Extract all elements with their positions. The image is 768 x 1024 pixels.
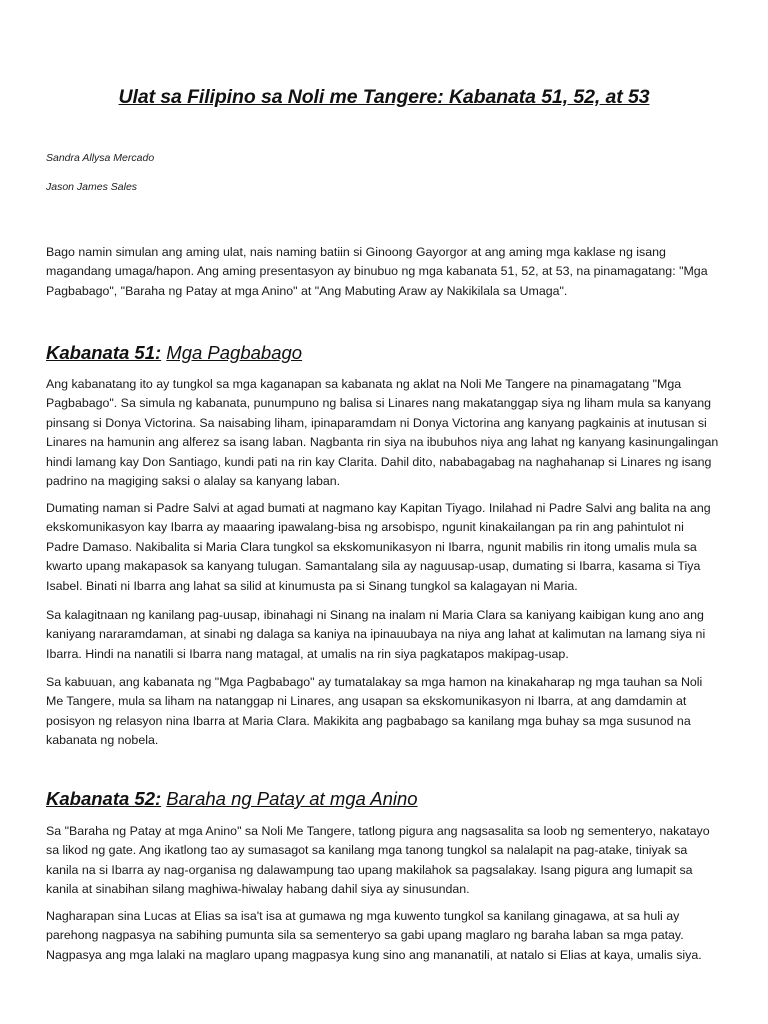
text-line: Ang kabanatang ito ay tungkol sa mga kaganapan sa kabanata ng aklat na Noli Me Tangere na pinamagatang "Mga [46,377,682,391]
paragraph [46,375,732,491]
text-line: Dumating naman si Padre Salvi at agad bumati at nagmano kay Kapitan Tiyago. Inilahad ni Padre Salvi ang balita na ang [46,501,711,515]
text-line: Sa kabuuan, ang kabanata ng "Mga Pagbabago" ay tumatalakay sa mga hamon na kinakaharap ng mga tauhan sa Noli [46,675,703,689]
text-line: Sa "Baraha ng Patay at mga Anino" sa Noli Me Tangere, tatlong pigura ang nagsasalita sa loob ng sementeryo, nakatayo [46,824,710,838]
text-line: magandang umaga/hapon. Ang aming presentasyon ay binubuo ng mga kabanata 51, 52, at 53, na pinamagatang: "Mga [46,264,708,279]
text-line: Nagharapan sina Lucas at Elias sa isa't isa at gumawa ng mga kuwento tungkol sa kanilang ginagawa, at sa huli ay [46,909,680,923]
author-name: Jason James Sales [46,181,138,193]
text-line: parehong nagpasya na sabihing pumunta sila sa sementeryo sa gabi upang maglaro ng baraha laban sa mga patay. [46,928,684,943]
intro-paragraph [46,243,732,301]
text-line: Ibarra. Hindi na nanatili si Ibarra nang matagal, at umalis na rin siya pagkatapos makipag-usap. [46,646,569,661]
text-line: Padre Damaso. Nakibalita si Maria Clara tungkol sa ekskomunikasyon ni Ibarra, ngunit mabilis rin itong umalis mula sa [46,539,697,554]
paragraph [46,499,732,596]
section-number: Kabanata 51: [46,342,162,363]
section-heading-kabanata-51 [46,342,302,364]
document-title: Ulat sa Filipino sa Noli me Tangere: Kabanata 51, 52, at 53 [118,86,650,108]
paragraph [46,606,732,664]
text-line: kanila at sinabihan silang maghiwa-hiwalay habang dahil siya ay sinusundan. [46,882,470,897]
text-line: kabanata ng nobela. [46,733,159,748]
author-name: Sandra Allysa Mercado [46,152,155,164]
section-number: Kabanata 52: [46,788,162,809]
paragraph [46,907,732,965]
text-line: pinsang si Donya Victorina. Sa naisabing liham, ipinaparamdam ni Donya Victorina ang kanyang pagkainis at inutusan si [46,415,707,430]
section-subtitle: Mga Pagbabago [166,342,303,363]
text-line: posisyon ng relasyon nina Ibarra at Maria Clara. Makikita ang pagbabago sa kanilang mga buhay sa mga susunod na [46,713,691,728]
paragraph [46,822,732,900]
text-line: kwarto upang makapasok sa kanyang tulugan. Samantalang sila ay naguusap-usap, dumating si Ibarra, kasama si Tiya [46,559,701,574]
text-line: kanila na si Ibarra ay nag-organisa ng dalawampung tao upang makilahok sa pagsalakay. Isang pigura ang lumapit sa [46,862,693,877]
text-line: padrino na magiging saksi o alalay sa kanyang laban. [46,474,341,489]
text-line: Me Tangere, mula sa liham na natanggap ni Linares, ang usapan sa ekskomunikasyon ni Ibarra, at ang damdamin at [46,694,687,709]
text-line: ekskomunikasyon kay Ibarra ay maaaring ipawalang-bisa ng arsobispo, ngunit kinakailangan pa rin ang pahintulot ni [46,520,684,535]
section-heading-kabanata-52 [46,788,418,810]
text-line: Pagbabago". Sa simula ng kabanata, punumpuno ng balisa si Linares nang makatanggap siya ng liham mula sa kanyang [46,396,711,411]
text-line: Sa kalagitnaan ng kanilang pag-uusap, ibinahagi ni Sinang na inalam ni Maria Clara sa kaniyang kaibigan kung ano ang [46,608,704,622]
text-line: Bago namin simulan ang aming ulat, nais naming batiin si Ginoong Gayorgor at ang aming mga kaklase ng isang [46,245,666,259]
section-subtitle: Baraha ng Patay at mga Anino [166,788,418,809]
text-line: hindi lamang kay Don Santiago, kundi pati na rin kay Clarita. Dahil dito, nababagabag na naghahanap si Linares ng isang [46,454,712,469]
text-line: sa likod ng gate. Ang ikatlong tao ay sumasagot sa kanilang mga tanong tungkol sa nalalapit na pag-atake, tiniyak sa [46,843,688,858]
text-line: Pagbabago", "Baraha ng Patay at mga Anino" at "Ang Mabuting Araw ay Nakikilala sa Umaga". [46,283,568,298]
text-line: Linares na hamunin ang alferez sa isang laban. Nagbanta rin siya na ibubuhos niya ang lahat ng kanyang kasinungalingan [46,435,719,450]
paragraph [46,673,732,751]
text-line: Isabel. Binati ni Ibarra ang lahat sa silid at kinumusta pa si Sinang tungkol sa kalagayan ni Maria. [46,578,578,593]
text-line: Nagpasya ang mga lalaki na maglaro upang magpasya kung sino ang mananatili, at natalo si Elias at kaya, umalis siya. [46,947,702,962]
text-line: kaniyang nararamdaman, at sinabi ng dalaga sa kaniya na ipinauubaya na niya ang lahat at kalimutan na lamang siya ni [46,627,706,642]
